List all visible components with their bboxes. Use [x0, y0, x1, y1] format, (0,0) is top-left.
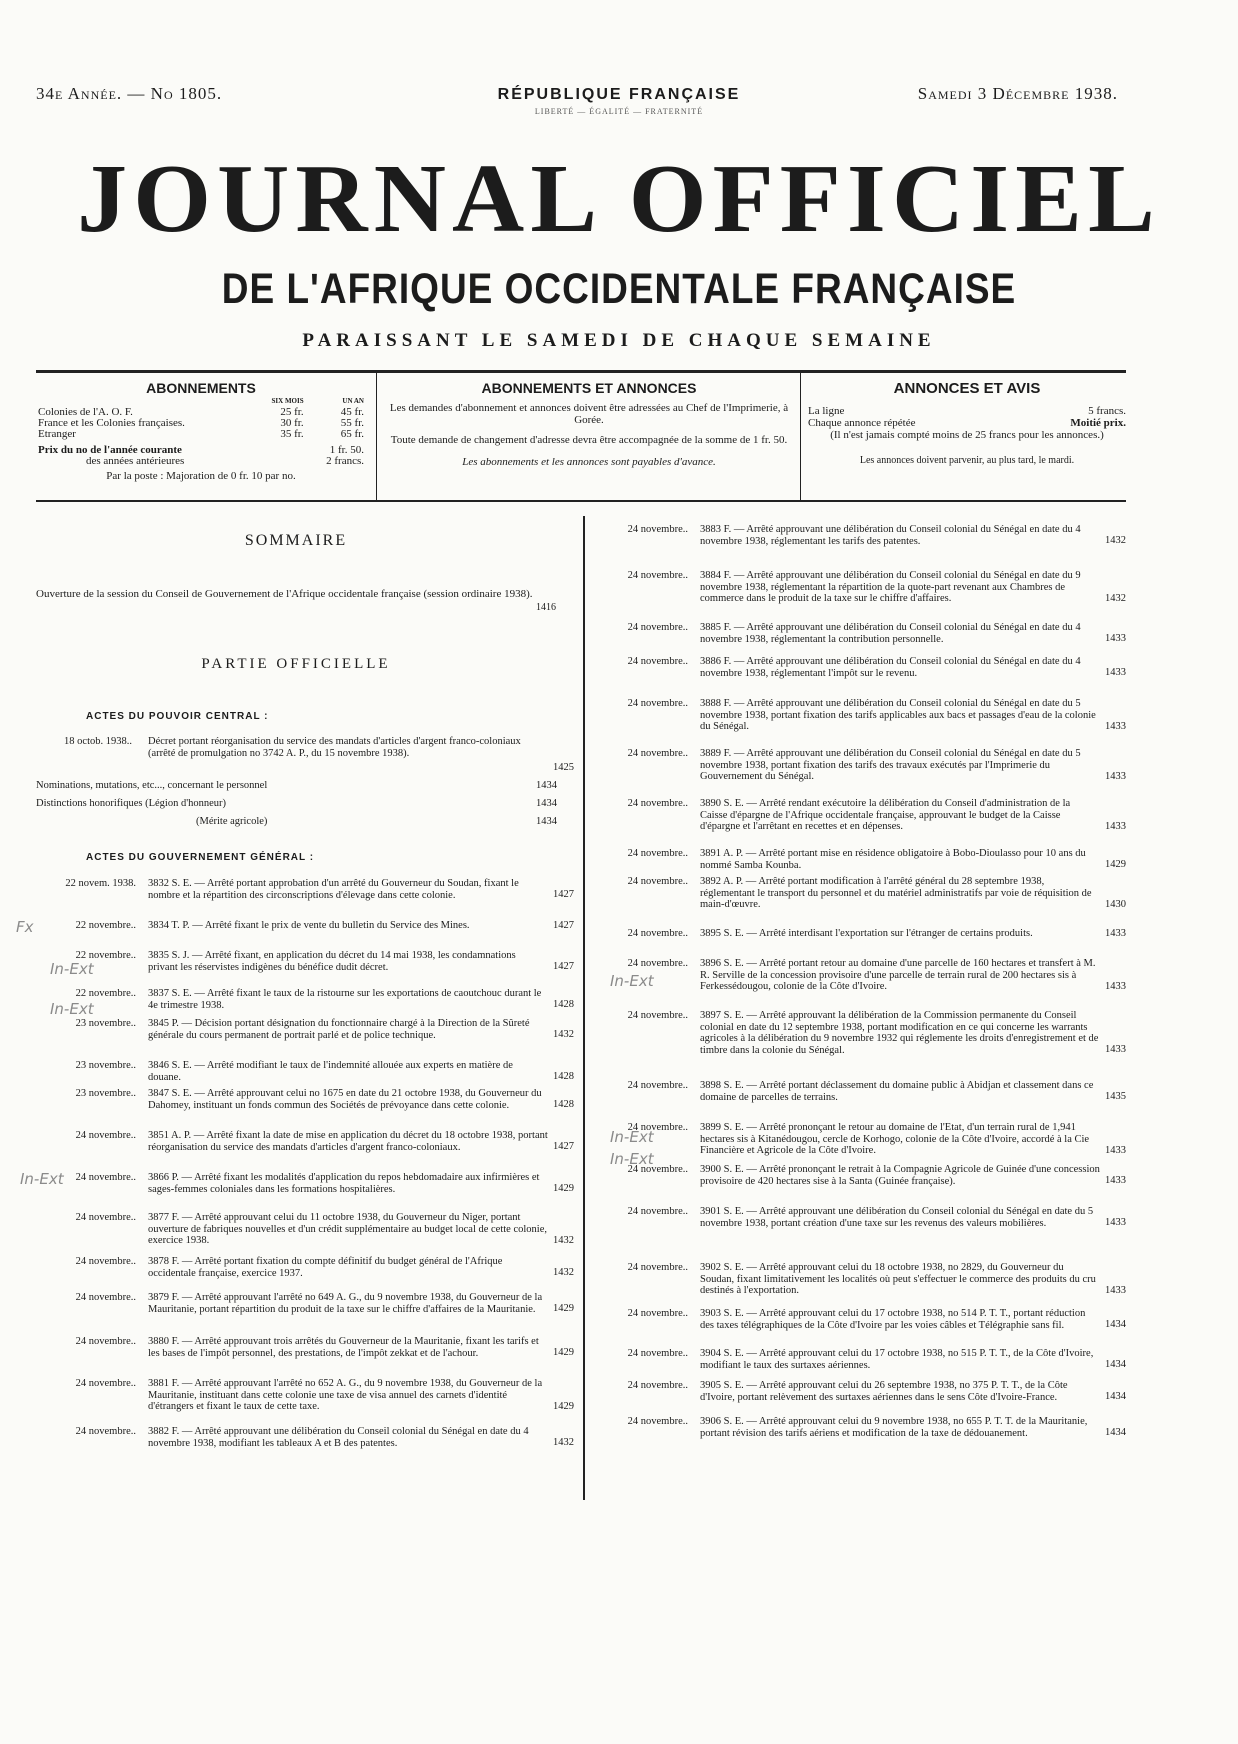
notice-repeat [808, 417, 1126, 429]
list-item: Nominations, mutations, etc..., concernant le personnel [36, 780, 268, 791]
entry-page: 1433 [1105, 633, 1126, 644]
entry-page: 1433 [1105, 1175, 1126, 1186]
entry-page: 1432 [553, 1437, 574, 1448]
entry-text: 3834 T. P. — Arrêté fixant le prix de vente du bulletin du Service des Mines. [148, 920, 470, 931]
entry-date: 24 novembre.. [627, 1348, 688, 1359]
entry-text: 3892 A. P. — Arrêté portant modification à l'arrêté général du 28 septembre 1938, réglementant le transport du personnel et du matériel administratifs par voie de réquisition de main-d'œuvre. [700, 876, 1092, 910]
entry-date: 24 novembre.. [627, 570, 688, 581]
row-year: 45 fr. [340, 406, 364, 418]
postal-surcharge: Par la poste : Majoration de 0 fr. 10 par no. [106, 470, 296, 482]
announcements-box [384, 380, 794, 468]
price-label: Prix du no de l'année courante [38, 444, 182, 456]
republic-motto: LIBERTÉ — ÉGALITÉ — FRATERNITÉ [534, 107, 704, 116]
col-one-year: UN AN [342, 397, 364, 405]
entry-page: 1432 [1105, 535, 1126, 546]
entry-text: 3847 S. E. — Arrêté approuvant celui no 1675 en date du 21 octobre 1938, du Gouverneur du Dahomey, instituant un fonds commun des Sociétés de prévoyance dans cette colonie. [148, 1088, 542, 1111]
entry-date: 24 novembre.. [75, 1292, 136, 1303]
entry-date: 24 novembre.. [627, 1416, 688, 1427]
entry-text: 3888 F. — Arrêté approuvant une délibération du Conseil colonial du Sénégal en date du 5 novembre 1938, portant fixation des tarifs applicables aux bacs et passages d'eau de la colonie du Sénégal. [700, 698, 1096, 732]
entry-page: 1427 [553, 1141, 574, 1152]
entry-page: 1428 [553, 1071, 574, 1082]
repeat-label: Chaque annonce répétée [808, 417, 916, 429]
entry-text: 3880 F. — Arrêté approuvant trois arrêtés du Gouverneur de la Mauritanie, fixant les tarifs et les bases de l'impôt personnel, des prestations, de l'impôt zekkat et de l'achour. [148, 1336, 539, 1359]
list-item [36, 736, 576, 776]
entry-date: 24 novembre.. [627, 656, 688, 667]
table-row [36, 429, 366, 440]
entry-text: 3837 S. E. — Arrêté fixant le taux de la ristourne sur les exportations de caoutchouc durant le 4e trimestre 1938. [148, 988, 542, 1011]
entry-date: 24 novembre.. [627, 848, 688, 859]
opening-entry: Ouverture de la session du Conseil de Gouvernement de l'Afrique occidentale française (session ordinaire 1938). [36, 588, 533, 600]
entry-text: 3886 F. — Arrêté approuvant une délibération du Conseil colonial du Sénégal en date du 4 novembre 1938, réglementant l'impôt sur le revenu. [700, 656, 1081, 679]
entry-page: 1429 [553, 1347, 574, 1358]
entry-page: 1433 [1105, 667, 1126, 678]
entry-date: 23 novembre.. [75, 1018, 136, 1029]
entry-page: 1427 [553, 920, 574, 931]
entry-text: 3845 P. — Décision portant désignation du fonctionnaire chargé à la Direction de la Sûreté générale du cours permanent de portrait parlé et de police technique. [148, 1018, 530, 1041]
subscriptions-box [36, 380, 366, 482]
announcements-p2: Toute demande de changement d'adresse devra être accompagnée de la somme de 1 fr. 50. [390, 434, 788, 446]
entry-page: 1428 [553, 1099, 574, 1110]
entry-page: 1432 [1105, 593, 1126, 604]
row-label: France et les Colonies françaises. [38, 417, 185, 429]
entry-page: 1432 [553, 1267, 574, 1278]
entry-text: 3846 S. E. — Arrêté modifiant le taux de l'indemnité allouée aux experts en matière de douane. [148, 1060, 513, 1083]
entry-page: 1433 [1105, 928, 1126, 939]
entry-text: 3883 F. — Arrêté approuvant une délibération du Conseil colonial du Sénégal en date du 4 novembre 1938, réglementant les tarifs des patentes. [700, 524, 1081, 547]
announcements-p3: Les abonnements et les annonces sont payables d'avance. [462, 456, 716, 468]
line-price: 5 francs. [1088, 405, 1126, 417]
notices-box [808, 380, 1126, 467]
entry-text: 3882 F. — Arrêté approuvant une délibération du Conseil colonial du Sénégal en date du 4 novembre 1938, modifiant les tableaux A et B des patentes. [148, 1426, 529, 1449]
entry-date: 24 novembre.. [627, 1380, 688, 1391]
entry-page: 1433 [1105, 1217, 1126, 1228]
entry-date: 24 novembre.. [75, 1256, 136, 1267]
entry-page: 1425 [553, 762, 574, 773]
entry-page: 1433 [1105, 721, 1126, 732]
entry-page: 1434 [1105, 1391, 1126, 1402]
entry-page: 1434 [536, 816, 557, 827]
notices-title: ANNONCES ET AVIS [893, 380, 1041, 397]
summary-title: SOMMAIRE [244, 532, 348, 549]
entry-text: 3835 S. J. — Arrêté fixant, en application du décret du 14 mai 1938, les condamnations privant les réservistes indigènes du bénéfice dudit décret. [148, 950, 516, 973]
entry-date: 24 novembre.. [627, 958, 688, 969]
entry-page: 1427 [553, 961, 574, 972]
entry-date: 24 novembre.. [75, 1426, 136, 1437]
entry-date: 24 novembre.. [627, 1206, 688, 1217]
handwritten-annotation: Fx [16, 918, 34, 936]
entry-text: 3884 F. — Arrêté approuvant une délibération du Conseil colonial du Sénégal en date du 9 novembre 1938, réglementant la répartition de la quote-part revenant aux Chambres de commerce dans le produit de la taxe sur le chiffre d'affaires. [700, 570, 1081, 604]
issue-number: 34e Année. — No 1805. [36, 84, 223, 103]
subscriptions-title: ABONNEMENTS [146, 380, 256, 396]
entry-page: 1433 [1105, 821, 1126, 832]
republic-label: RÉPUBLIQUE FRANÇAISE [497, 86, 741, 103]
entry-text: 3891 A. P. — Arrêté portant mise en résidence obligatoire à Bobo-Dioulasso pour 10 ans du nommé Samba Kounba. [700, 848, 1086, 871]
entry-text: 3898 S. E. — Arrêté portant déclassement du domaine public à Abidjan et classement dans ce domaine de parcelles de terrains. [700, 1080, 1094, 1103]
entry-date: 18 octob. 1938.. [64, 736, 132, 747]
row-six: 30 fr. [280, 417, 304, 429]
handwritten-annotation: In-Ext [610, 1150, 654, 1168]
section-general-government: ACTES DU GOUVERNEMENT GÉNÉRAL : [86, 852, 315, 863]
entry-text: 3899 S. E. — Arrêté prononçant le retour au domaine de l'Etat, d'un terrain rural de 1,941 hectares sis à Kitanédougou, cercle de Korhogo, colonie de la Côte d'Ivoire, accordé à la Cie Financière et Agricole de la Côte d'Ivoire. [700, 1122, 1090, 1156]
publication-frequency: PARAISSANT LE SAMEDI DE CHAQUE SEMAINE [302, 330, 936, 351]
column-divider [583, 516, 585, 1500]
list-item: Distinctions honorifiques (Légion d'honneur) [36, 798, 226, 809]
entry-date: 23 novembre.. [75, 1088, 136, 1099]
entry-date: 24 novembre.. [627, 1122, 688, 1133]
entry-page: 1429 [1105, 859, 1126, 870]
table-row [36, 456, 366, 467]
entry-text: 3896 S. E. — Arrêté portant retour au domaine d'une parcelle de 160 hectares et transfert à M. R. Serville de la concession provisoire d'une parcelle de terrain rural de 200 hectares sis à Ferkessédougou, colonie de la Côte d'Ivoire. [700, 958, 1096, 992]
entry-text: 3900 S. E. — Arrêté prononçant le retrait à la Compagnie Agricole de Guinée d'une concession provisoire de 420 hectares sise à la Santa (Guinée française). [700, 1164, 1100, 1187]
price-label: des années antérieures [86, 455, 185, 467]
notice-deadline: Les annonces doivent parvenir, au plus tard, le mardi. [859, 455, 1075, 466]
entry-date: 24 novembre.. [627, 524, 688, 535]
row-label: Colonies de l'A. O. F. [38, 406, 133, 418]
box-top-rule [36, 370, 1126, 373]
entry-page: 1434 [1105, 1359, 1126, 1370]
entry-date: 22 novem. 1938. [65, 878, 136, 889]
opening-page: 1416 [536, 602, 556, 613]
issue-date: Samedi 3 Décembre 1938. [917, 84, 1118, 103]
entry-page: 1435 [1105, 1091, 1126, 1102]
entry-date: 24 novembre.. [75, 1212, 136, 1223]
entry-text: 3851 A. P. — Arrêté fixant la date de mise en application du décret du 18 octobre 1938, portant réorganisation du service des mandats d'articles d'argent franco-coloniaux. [148, 1130, 548, 1153]
entry-text: 3901 S. E. — Arrêté approuvant une délibération du Conseil colonial du Sénégal en date du 5 novembre 1938, portant création d'une taxe sur les revenus des valeurs mobilières. [700, 1206, 1094, 1229]
entry-page: 1430 [1105, 899, 1126, 910]
entry-page: 1427 [553, 889, 574, 900]
entry-text: 3889 F. — Arrêté approuvant une délibération du Conseil colonial du Sénégal en date du 5 novembre 1938, portant fixation des tarifs des travaux exécutés par l'Imprimerie du Gouvernement du Sénégal. [700, 748, 1081, 782]
handwritten-annotation: In-Ext [610, 1128, 654, 1146]
masthead-title: JOURNAL OFFICIEL [77, 145, 1161, 253]
entry-date: 24 novembre.. [627, 1308, 688, 1319]
entry-page: 1433 [1105, 1145, 1126, 1156]
box-bottom-rule [36, 500, 1126, 502]
table-row [36, 440, 366, 456]
entry-date: 23 novembre.. [75, 1060, 136, 1071]
entry-text: 3902 S. E. — Arrêté approuvant celui du 18 octobre 1938, no 2829, du Gouverneur du Soudan, fixant limitativement les localités où peut s'effectuer le commerce des produits du cru destinés à l'exportation. [700, 1262, 1096, 1296]
entry-date: 24 novembre.. [627, 798, 688, 809]
handwritten-annotation: In-Ext [20, 1170, 64, 1188]
box-divider [376, 373, 377, 500]
entry-text: 3904 S. E. — Arrêté approuvant celui du 17 octobre 1938, no 515 P. T. T., de la Côte d'Ivoire, modifiant le taux des surtaxes aériennes. [700, 1348, 1094, 1371]
entry-date: 24 novembre.. [627, 1164, 688, 1175]
entry-date: 22 novembre.. [75, 950, 136, 961]
entry-page: 1428 [553, 999, 574, 1010]
handwritten-annotation: In-Ext [50, 960, 94, 978]
entry-page: 1434 [1105, 1319, 1126, 1330]
entry-text: 3895 S. E. — Arrêté interdisant l'exportation sur l'étranger de certains produits. [700, 928, 1033, 939]
entry-page: 1432 [553, 1235, 574, 1246]
entry-page: 1432 [553, 1029, 574, 1040]
entry-text: 3905 S. E. — Arrêté approuvant celui du 26 septembre 1938, no 375 P. T. T., de la Côte d'Ivoire, portant relèvement des surtaxes aériennes dans le sens Côte d'Ivoire-France. [700, 1380, 1068, 1403]
entry-text: 3897 S. E. — Arrêté approuvant la délibération de la Commission permanente du Conseil colonial en date du 12 septembre 1938, portant modification en ce qui concerne les warrants agricoles à la délibération du 9 novembre 1932 qui réglemente les droits d'enregistrement et de timbre dans la colonie du Sénégal. [700, 1010, 1099, 1056]
entry-date: 24 novembre.. [75, 1130, 136, 1141]
entry-text: Décret portant réorganisation du service des mandats d'articles d'argent franco-coloniaux (arrêté de promulgation no 3742 A. P., du 15 novembre 1938). [148, 736, 521, 759]
entry-text: 3877 F. — Arrêté approuvant celui du 11 octobre 1938, du Gouverneur du Niger, portant ouverture de fabriques nouvelles et d'un crédit supplémentaire au budget local de cette colonie, exercice 1938. [148, 1212, 547, 1246]
entry-page: 1434 [536, 798, 557, 809]
entry-date: 24 novembre.. [627, 698, 688, 709]
official-part-title: PARTIE OFFICIELLE [201, 656, 391, 672]
row-six: 35 fr. [280, 428, 304, 440]
entry-page: 1433 [1105, 771, 1126, 782]
masthead-subtitle: DE L'AFRIQUE OCCIDENTALE FRANÇAISE [221, 264, 1017, 312]
entry-page: 1433 [1105, 981, 1126, 992]
entry-date: 24 novembre.. [75, 1378, 136, 1389]
notice-minimum: (Il n'est jamais compté moins de 25 francs pour les annonces.) [830, 429, 1104, 441]
entry-date: 24 novembre.. [627, 1262, 688, 1273]
line-label: La ligne [808, 405, 845, 417]
notice-line [808, 405, 1126, 417]
price-value: 1 fr. 50. [329, 444, 364, 456]
entry-date: 22 novembre.. [75, 920, 136, 931]
entry-date: 24 novembre.. [627, 1080, 688, 1091]
announcements-p1: Les demandes d'abonnement et annonces doivent être adressées au Chef de l'Imprimerie, à Gorée. [389, 402, 789, 426]
entry-date: 24 novembre.. [75, 1172, 136, 1183]
col-six-months: SIX MOIS [271, 397, 304, 405]
section-central-power: ACTES DU POUVOIR CENTRAL : [86, 711, 269, 722]
entry-text: 3832 S. E. — Arrêté portant approbation d'un arrêté du Gouverneur du Soudan, fixant le nombre et la répartition des circonscriptions d'élevage dans cette colonie. [148, 878, 519, 901]
entry-text: 3890 S. E. — Arrêté rendant exécutoire la délibération du Conseil d'administration de la Caisse d'épargne de l'Afrique occidentale française, approuvant le budget de la Caisse d'épargne et l'arrêtant en recettes et en dépenses. [700, 798, 1071, 832]
entry-text: 3903 S. E. — Arrêté approuvant celui du 17 octobre 1938, no 514 P. T. T., portant réduction des taxes télégraphiques de la Côte d'Ivoire par les voies câbles et Télégraphie sans fil. [700, 1308, 1086, 1331]
handwritten-annotation: In-Ext [610, 972, 654, 990]
entry-text: 3885 F. — Arrêté approuvant une délibération du Conseil colonial du Sénégal en date du 4 novembre 1938, réglementant la contribution personnelle. [700, 622, 1081, 645]
entry-date: 24 novembre.. [75, 1336, 136, 1347]
entry-date: 22 novembre.. [75, 988, 136, 999]
entry-page: 1434 [536, 780, 557, 791]
entry-text: 3866 P. — Arrêté fixant les modalités d'application du repos hebdomadaire aux infirmières et sages-femmes coloniales dans les formations hospitalières. [148, 1172, 540, 1195]
row-six: 25 fr. [280, 406, 304, 418]
entry-date: 24 novembre.. [627, 748, 688, 759]
entry-text: 3906 S. E. — Arrêté approuvant celui du 9 novembre 1938, no 655 P. T. T. de la Mauritanie, portant révision des tarifs aériens et modification de la taxe de dédouanement. [700, 1416, 1088, 1439]
entry-text: 3878 F. — Arrêté portant fixation du compte définitif du budget général de l'Afrique occidentale française, exercice 1937. [148, 1256, 503, 1279]
announcements-title: ABONNEMENTS ET ANNONCES [481, 380, 697, 396]
entry-date: 24 novembre.. [627, 1010, 688, 1021]
entry-date: 24 novembre.. [627, 622, 688, 633]
entry-page: 1434 [1105, 1427, 1126, 1438]
price-value: 2 francs. [326, 455, 364, 467]
entry-text: 3881 F. — Arrêté approuvant l'arrêté no 652 A. G., du 9 novembre 1938, du Gouverneur de la Mauritanie, instituant dans cette colonie une taxe de visa annuel des carnets d'identité d'étrangers et fixant le taux de cette taxe. [148, 1378, 543, 1412]
table-row [36, 418, 366, 429]
entry-page: 1429 [553, 1183, 574, 1194]
entry-page: 1433 [1105, 1044, 1126, 1055]
subscriptions-table [36, 396, 366, 467]
repeat-price: Moitié prix. [1070, 417, 1126, 429]
row-year: 55 fr. [340, 417, 364, 429]
entry-page: 1433 [1105, 1285, 1126, 1296]
list-item: (Mérite agricole) [196, 816, 268, 827]
handwritten-annotation: In-Ext [50, 1000, 94, 1018]
box-divider [800, 373, 801, 500]
entry-date: 24 novembre.. [627, 928, 688, 939]
entry-text: 3879 F. — Arrêté approuvant l'arrêté no 649 A. G., du 9 novembre 1938, du Gouverneur de la Mauritanie, portant répartition du produit de la taxe sur le chiffre d'affaires de la Mauritanie. [148, 1292, 543, 1315]
entry-date: 24 novembre.. [627, 876, 688, 887]
row-label: Etranger [38, 428, 76, 440]
entry-page: 1429 [553, 1303, 574, 1314]
row-year: 65 fr. [340, 428, 364, 440]
entry-page: 1429 [553, 1401, 574, 1412]
